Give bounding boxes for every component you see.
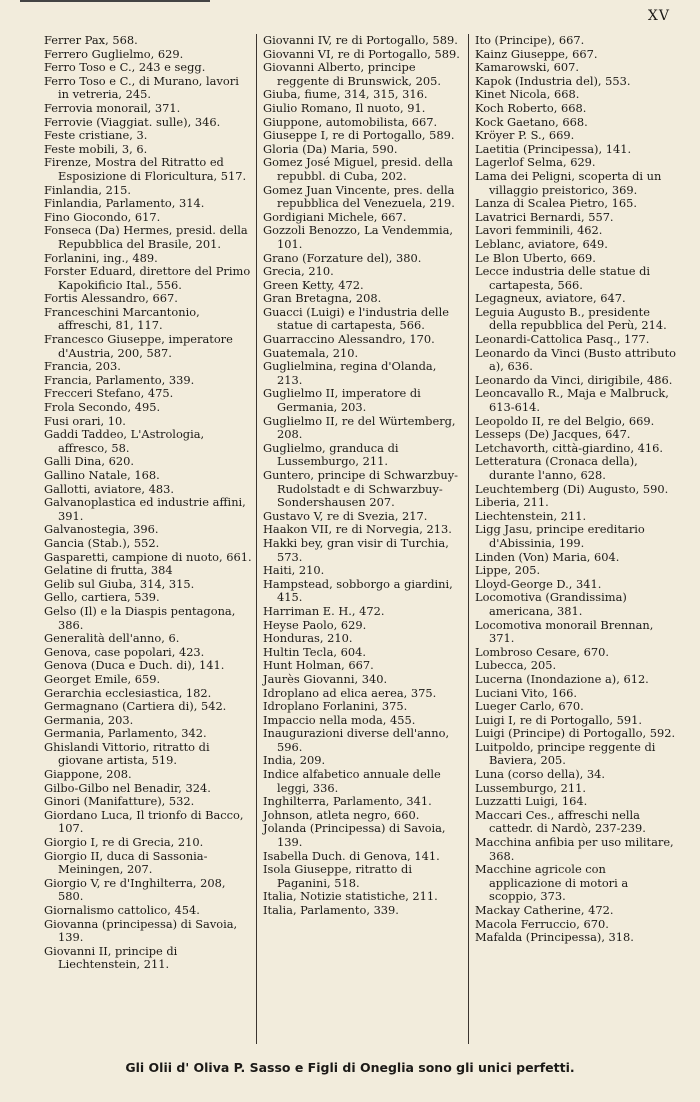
index-entry: Frecceri Stefano, 475. — [44, 386, 174, 401]
page-number: XV — [647, 8, 670, 24]
index-entry: Leopoldo II, re del Belgio, 669. — [475, 413, 655, 428]
index-entry: Guglielmo, granduca di Lussemburgo, 211. — [263, 440, 399, 469]
index-entry: Gaddi Taddeo, L'Astrologia, affresco, 58. — [44, 427, 205, 455]
index-entry: Hampstead, sobborgo a giardini, 415. — [263, 576, 453, 605]
index-entry: Gilbo-Gilbo nel Benadir, 324. — [44, 780, 211, 795]
index-entry: Lueger Carlo, 670. — [475, 699, 584, 714]
index-entry: Germania, Parlamento, 342. — [44, 726, 207, 741]
index-entry: Heyse Paolo, 629. — [263, 617, 367, 632]
index-entry: Giovanna (principessa) di Savoia, 139. — [44, 916, 238, 945]
index-entry: Guarraccino Alessandro, 170. — [263, 332, 435, 347]
index-entry: Laetitia (Principessa), 141. — [475, 141, 632, 156]
index-entry: Ferrovie (Viaggiat. sulle), 346. — [44, 114, 221, 129]
index-entry: Locomotiva (Grandissima) americana, 381. — [475, 590, 627, 618]
index-entry: Forster Eduard, direttore del Primo Kapokificio Ital., 556. — [44, 264, 251, 292]
index-entry: Finlandia, Parlamento, 314. — [44, 196, 205, 211]
index-entry: Hakki bey, gran visir di Turchia, 573. — [263, 535, 449, 564]
index-entry: Finlandia, 215. — [44, 182, 131, 197]
index-entry: Guglielmo II, imperatore di Germania, 203. — [263, 386, 421, 415]
index-entry: Lloyd-George D., 341. — [475, 576, 602, 591]
index-entry: Locomotiva monorail Brennan, 371. — [475, 617, 654, 646]
index-entry: Giornalismo cattolico, 454. — [44, 903, 200, 917]
index-entry: Liberia, 211. — [475, 495, 549, 510]
index-entry: Gallino Natale, 168. — [44, 468, 160, 482]
index-entry: Gomez José Miguel, presid. della repubbl. di Cuba, 202. — [263, 155, 453, 183]
index-entry: Giuseppe I, re di Portogallo, 589. — [263, 128, 455, 143]
index-entry: Macchine agricole con applicazione di motori a scoppio, 373. — [475, 862, 629, 904]
index-entry: Jolanda (Principessa) di Savoia, 139. — [263, 821, 446, 850]
index-entry: Kainz Giuseppe, 667. — [475, 46, 598, 61]
index-entry: Kröyer P. S., 669. — [475, 128, 575, 143]
index-entry: Galli Dina, 620. — [44, 454, 134, 469]
index-entry: Linden (Von) Maria, 604. — [475, 549, 620, 564]
index-entry: Giovanni IV, re di Portogallo, 589. — [263, 34, 458, 47]
index-entry: Fino Giocondo, 617. — [44, 209, 161, 224]
index-entry: Legagneux, aviatore, 647. — [475, 291, 626, 306]
index-entry: Haakon VII, re di Norvegia, 213. — [263, 522, 452, 537]
index-entry: Lama dei Peligni, scoperta di un villaggio preistorico, 369. — [475, 168, 662, 197]
index-entry: Grano (Forzature del), 380. — [263, 250, 422, 265]
index-entry: Fusi orari, 10. — [44, 413, 126, 428]
index-entry: Giappone, 208. — [44, 767, 132, 782]
index-entry: Leuchtemberg (Di) Augusto, 590. — [475, 481, 669, 496]
index-entry: Kock Gaetano, 668. — [475, 114, 588, 129]
index-entry: Lippe, 205. — [475, 563, 541, 578]
index-entry: Giorgio I, re di Grecia, 210. — [44, 835, 204, 850]
index-entry: Leonardo da Vinci (Busto attributo a), 636. — [475, 345, 677, 374]
advertisement-footer: Gli Olii d' Oliva P. Sasso e Figli di Oneglia sono gli unici perfetti. — [125, 1060, 575, 1075]
index-entry: Gran Bretagna, 208. — [263, 291, 382, 306]
index-entry: Gello, cartiera, 539. — [44, 590, 160, 605]
index-entry: Fonseca (Da) Hermes, presid. della Repubblica del Brasile, 201. — [44, 223, 248, 251]
index-entry: Germagnano (Cartiera di), 542. — [44, 699, 227, 714]
index-entry: Genova (Duca e Duch. di), 141. — [44, 658, 225, 673]
index-entry: Ferro Toso e C., 243 e segg. — [44, 60, 206, 75]
index-entry: Galvanostegia, 396. — [44, 522, 159, 537]
index-entry: Luigi (Principe) di Portogallo, 592. — [475, 726, 676, 741]
index-entry: Lucerna (Inondazione a), 612. — [475, 671, 649, 686]
index-entry: Lecce industria delle statue di cartapesta, 566. — [475, 264, 651, 292]
index-entry: Le Blon Uberto, 669. — [475, 250, 596, 265]
index-entry: Kamarowski, 607. — [475, 60, 579, 75]
index-entry: Lavori femminili, 462. — [475, 223, 603, 238]
index-entry: Luzzatti Luigi, 164. — [475, 794, 588, 809]
index-entry: Gloria (Da) Maria, 590. — [263, 141, 398, 156]
index-entry: Luciani Vito, 166. — [475, 685, 578, 700]
index-column-2 — [256, 34, 468, 1044]
index-entry: Guntero, principe di Schwarzbuy-Rudolstadt e di Schwarzbuy-Sondershausen 207. — [263, 468, 458, 510]
index-entry: Generalità dell'anno, 6. — [44, 631, 180, 646]
index-entry: Frola Secondo, 495. — [44, 400, 161, 415]
index-entry: Forlanini, ing., 489. — [44, 250, 158, 265]
index-entry: Indice alfabetico annuale delle leggi, 336. — [263, 767, 441, 795]
top-rule — [20, 0, 210, 2]
index-entry: Kapok (Industria del), 553. — [475, 73, 631, 88]
index-column-1 — [44, 34, 256, 1044]
index-entry: Inghilterra, Parlamento, 341. — [263, 794, 432, 809]
index-entry: Giuba, fiume, 314, 315, 316. — [263, 87, 428, 102]
index-entry: Leblanc, aviatore, 649. — [475, 236, 608, 251]
index-entry: Giovanni Alberto, principe reggente di Brunswick, 205. — [263, 60, 441, 88]
index-entry: Guatemala, 210. — [263, 345, 359, 360]
index-entry: Ferrer Pax, 568. — [44, 34, 138, 47]
index-entry: Idroplano Forlanini, 375. — [263, 699, 408, 714]
index-entry: Gelib sul Giuba, 314, 315. — [44, 576, 195, 591]
index-entry: Genova, case popolari, 423. — [44, 644, 205, 659]
index-entry: Italia, Parlamento, 339. — [263, 903, 399, 917]
index-entry: Johnson, atleta negro, 660. — [263, 807, 420, 822]
index-entry: Guglielmina, regina d'Olanda, 213. — [263, 359, 437, 387]
index-entry: Giovanni VI, re di Portogallo, 589. — [263, 46, 460, 61]
index-entry: Lanza di Scalea Pietro, 165. — [475, 196, 637, 211]
index-entry: Gallotti, aviatore, 483. — [44, 481, 174, 496]
index-entry: Giuppone, automobilista, 667. — [263, 114, 438, 129]
index-entry: Luna (corso della), 34. — [475, 767, 606, 782]
index-entry: Isabella Duch. di Genova, 141. — [263, 848, 440, 863]
index-entry: Idroplano ad elica aerea, 375. — [263, 685, 437, 700]
index-entry: Lussemburgo, 211. — [475, 780, 586, 795]
index-entry: Inaugurazioni diverse dell'anno, 596. — [263, 726, 450, 754]
index-entry: Fortis Alessandro, 667. — [44, 291, 178, 306]
index-entry: Mackay Catherine, 472. — [475, 903, 614, 917]
index-entry: Guacci (Luigi) e l'industria delle statue di cartapesta, 566. — [263, 304, 449, 333]
index-entry: Guglielmo II, re del Würtemberg, 208. — [263, 413, 456, 442]
index-entry: Hunt Holman, 667. — [263, 658, 374, 673]
index-entry: Gasparetti, campione di nuoto, 661. — [44, 549, 252, 564]
index-columns — [44, 34, 680, 1044]
index-entry: Ferro Toso e C., di Murano, lavori in vetreria, 245. — [44, 73, 239, 102]
index-entry: Hultin Tecla, 604. — [263, 644, 366, 659]
index-column-3 — [468, 34, 680, 1044]
index-entry: Luigi I, re di Portogallo, 591. — [475, 712, 642, 727]
index-entry: Maccari Ces., affreschi nella cattedr. di Nardò, 237-239. — [475, 807, 646, 836]
index-entry: Mafalda (Principessa), 318. — [475, 930, 634, 945]
index-entry: Koch Roberto, 668. — [475, 100, 587, 115]
index-entry: Gomez Juan Vincente, pres. della repubblica del Venezuela, 219. — [263, 182, 455, 211]
index-entry: Haiti, 210. — [263, 563, 325, 578]
index-entry: Gelatine di frutta, 384 — [44, 563, 173, 578]
index-entry: Luitpoldo, principe reggente di Baviera, 205. — [475, 739, 656, 768]
index-entry: Leonardo da Vinci, dirigibile, 486. — [475, 372, 673, 387]
index-entry: Feste mobili, 3, 6. — [44, 141, 148, 156]
index-entry: Kinet Nicola, 668. — [475, 87, 580, 102]
index-entry: Giorgio II, duca di Sassonia-Meiningen, 207. — [44, 848, 208, 877]
index-entry: Leguia Augusto B., presidente della repubblica del Perù, 214. — [475, 304, 667, 333]
index-entry: Lombroso Cesare, 670. — [475, 644, 610, 659]
index-entry: Galvanoplastica ed industrie affini, 391. — [44, 495, 246, 523]
index-entry: Lubecca, 205. — [475, 658, 557, 673]
index-entry: Giovanni II, principe di Liechtenstein, 211. — [44, 943, 178, 972]
index-entry: Ghislandi Vittorio, ritratto di giovane artista, 519. — [44, 739, 210, 768]
index-entry: Feste cristiane, 3. — [44, 128, 148, 143]
index-entry: Gustavo V, re di Svezia, 217. — [263, 508, 428, 523]
index-entry: Germania, 203. — [44, 712, 134, 727]
index-entry: Gozzoli Benozzo, La Vendemmia, 101. — [263, 223, 454, 251]
index-entry: Ferrero Guglielmo, 629. — [44, 46, 184, 61]
index-entry: Giulio Romano, Il nuoto, 91. — [263, 100, 426, 115]
index-entry: Ferrovia monorail, 371. — [44, 100, 181, 115]
index-entry: Leoncavallo R., Maja e Malbruck, 613-614. — [475, 386, 669, 415]
index-entry: Gordigiani Michele, 667. — [263, 209, 407, 224]
index-entry: Ginori (Manifatture), 532. — [44, 794, 195, 809]
index-entry: Giorgio V, re d'Inghilterra, 208, 580. — [44, 875, 226, 904]
index-entry: Impaccio nella moda, 455. — [263, 712, 416, 727]
index-entry: Grecia, 210. — [263, 264, 334, 279]
index-entry: Lesseps (De) Jacques, 647. — [475, 427, 631, 442]
index-entry: Macola Ferruccio, 670. — [475, 916, 609, 931]
index-entry: Firenze, Mostra del Ritratto ed Esposizione di Floricultura, 517. — [44, 155, 247, 183]
index-entry: Georget Emile, 659. — [44, 671, 161, 686]
index-entry: Francesco Giuseppe, imperatore d'Austria, 200, 587. — [44, 332, 233, 360]
index-entry: Honduras, 210. — [263, 631, 353, 646]
index-entry: Harriman E. H., 472. — [263, 603, 385, 618]
index-entry: Gerarchia ecclesiastica, 182. — [44, 685, 212, 700]
index-entry: Francia, Parlamento, 339. — [44, 372, 195, 387]
index-entry: Ligg Jasu, principe ereditario d'Abissinia, 199. — [475, 522, 645, 550]
index-entry: Jaurès Giovanni, 340. — [263, 671, 388, 686]
index-entry: Isola Giuseppe, ritratto di Paganini, 518. — [263, 862, 412, 890]
index-entry: Green Ketty, 472. — [263, 277, 364, 292]
index-entry: Gelso (Il) e la Diaspis pentagona, 386. — [44, 603, 236, 632]
index-entry: Lavatrici Bernardi, 557. — [475, 209, 614, 224]
index-entry: Macchina anfibia per uso militare, 368. — [475, 835, 674, 863]
index-entry: Giordano Luca, Il trionfo di Bacco, 107. — [44, 807, 244, 836]
index-entry: Letteratura (Cronaca della), durante l'anno, 628. — [475, 454, 638, 482]
index-entry: India, 209. — [263, 753, 326, 768]
index-entry: Franceschini Marcantonio, affreschi, 81, 117. — [44, 304, 200, 333]
index-entry: Gancia (Stab.), 552. — [44, 535, 160, 550]
index-entry: Lagerlof Selma, 629. — [475, 155, 596, 170]
index-entry: Liechtenstein, 211. — [475, 508, 587, 523]
index-entry: Ito (Principe), 667. — [475, 34, 585, 47]
index-entry: Leonardi-Cattolica Pasq., 177. — [475, 332, 650, 347]
index-entry: Letchavorth, città-giardino, 416. — [475, 440, 664, 455]
index-entry: Francia, 203. — [44, 359, 121, 374]
index-entry: Italia, Notizie statistiche, 211. — [263, 889, 438, 904]
